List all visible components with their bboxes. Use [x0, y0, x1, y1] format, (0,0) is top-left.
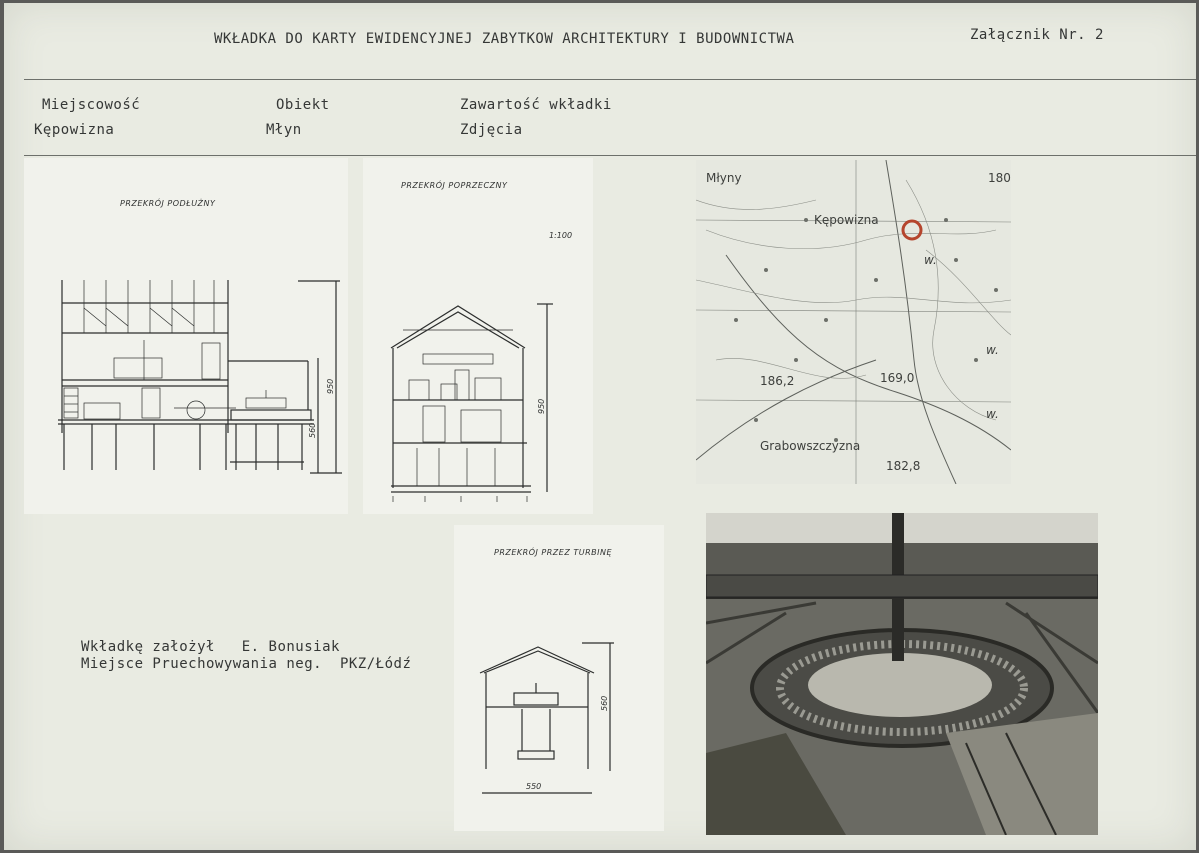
map-label-169: 169,0	[880, 371, 915, 385]
cross-section-drawing	[363, 158, 593, 514]
author-label: Wkładkę założył	[81, 639, 215, 655]
map-label-182: 182,8	[886, 459, 921, 473]
negative-storage-line	[81, 656, 411, 672]
turbine-width: 550	[526, 782, 542, 791]
place-label: Miejscowość	[42, 97, 141, 113]
topographic-map	[696, 160, 1011, 484]
negative-storage-value: PKZ/Łódź	[339, 656, 412, 672]
map-label-186: 186,2	[760, 374, 795, 388]
map-roads	[696, 160, 1011, 484]
contents-label: Zawartość wkładki	[460, 97, 612, 113]
turbine-section-drawing	[454, 525, 664, 831]
map-label-grabowszczyzna: Grabowszczyzna	[760, 439, 861, 453]
cross-section-details	[393, 330, 527, 502]
dimension-lines	[298, 281, 342, 473]
author-value: E. Bonusiak	[241, 639, 340, 655]
fields-rule	[24, 155, 1196, 156]
place-value: Kępowizna	[34, 122, 115, 138]
contents-value: Zdjęcia	[460, 122, 523, 138]
map-label-180: 180	[988, 171, 1011, 185]
negative-storage-label: Miejsce Pruechowywania neg.	[81, 656, 323, 672]
cross-section-title: PRZEKRÓJ POPRZECZNY	[401, 181, 508, 190]
turbine-height: 560	[600, 695, 609, 711]
map-label-w-3: w.	[986, 407, 999, 421]
foundation-piles	[64, 424, 304, 470]
map-label-w-2: w.	[986, 343, 999, 357]
roof-posts	[64, 280, 286, 419]
map-label-mlyny: Młyny	[706, 171, 742, 185]
map-label-w-1: w.	[924, 253, 937, 267]
author-line	[81, 639, 340, 655]
map-grid	[696, 160, 1011, 484]
map-dots	[734, 218, 998, 442]
turbine-photograph	[706, 513, 1098, 835]
cross-section-frame	[391, 306, 531, 492]
record-sheet	[4, 3, 1196, 850]
annex-number: Załącznik Nr. 2	[970, 27, 1104, 43]
cross-dimension-line	[537, 304, 553, 492]
object-label: Obiekt	[276, 97, 330, 113]
mill-frame	[58, 280, 314, 433]
turbine-section-title: PRZEKRÓJ PRZEZ TURBINĘ	[494, 548, 613, 557]
sheet-title: WKŁADKA DO KARTY EWIDENCYJNEJ ZABYTKOW ARCHITEKTURY I BUDOWNICTWA	[214, 31, 795, 47]
header-rule	[24, 79, 1196, 80]
object-value: Młyn	[266, 122, 302, 138]
map-label-kepowizna: Kępowizna	[814, 213, 879, 227]
turbine-hub	[808, 653, 992, 717]
longitudinal-total-height: 950	[326, 378, 335, 394]
longitudinal-section-title: PRZEKRÓJ PODŁUŻNY	[120, 199, 216, 208]
turbine-section-frame	[480, 647, 594, 769]
cross-section-scale: 1:100	[549, 231, 573, 240]
longitudinal-section-drawing	[24, 158, 348, 514]
longitudinal-partial-height: 560	[308, 422, 317, 438]
mill-location-marker	[903, 221, 921, 239]
cross-total-height: 950	[537, 398, 546, 414]
